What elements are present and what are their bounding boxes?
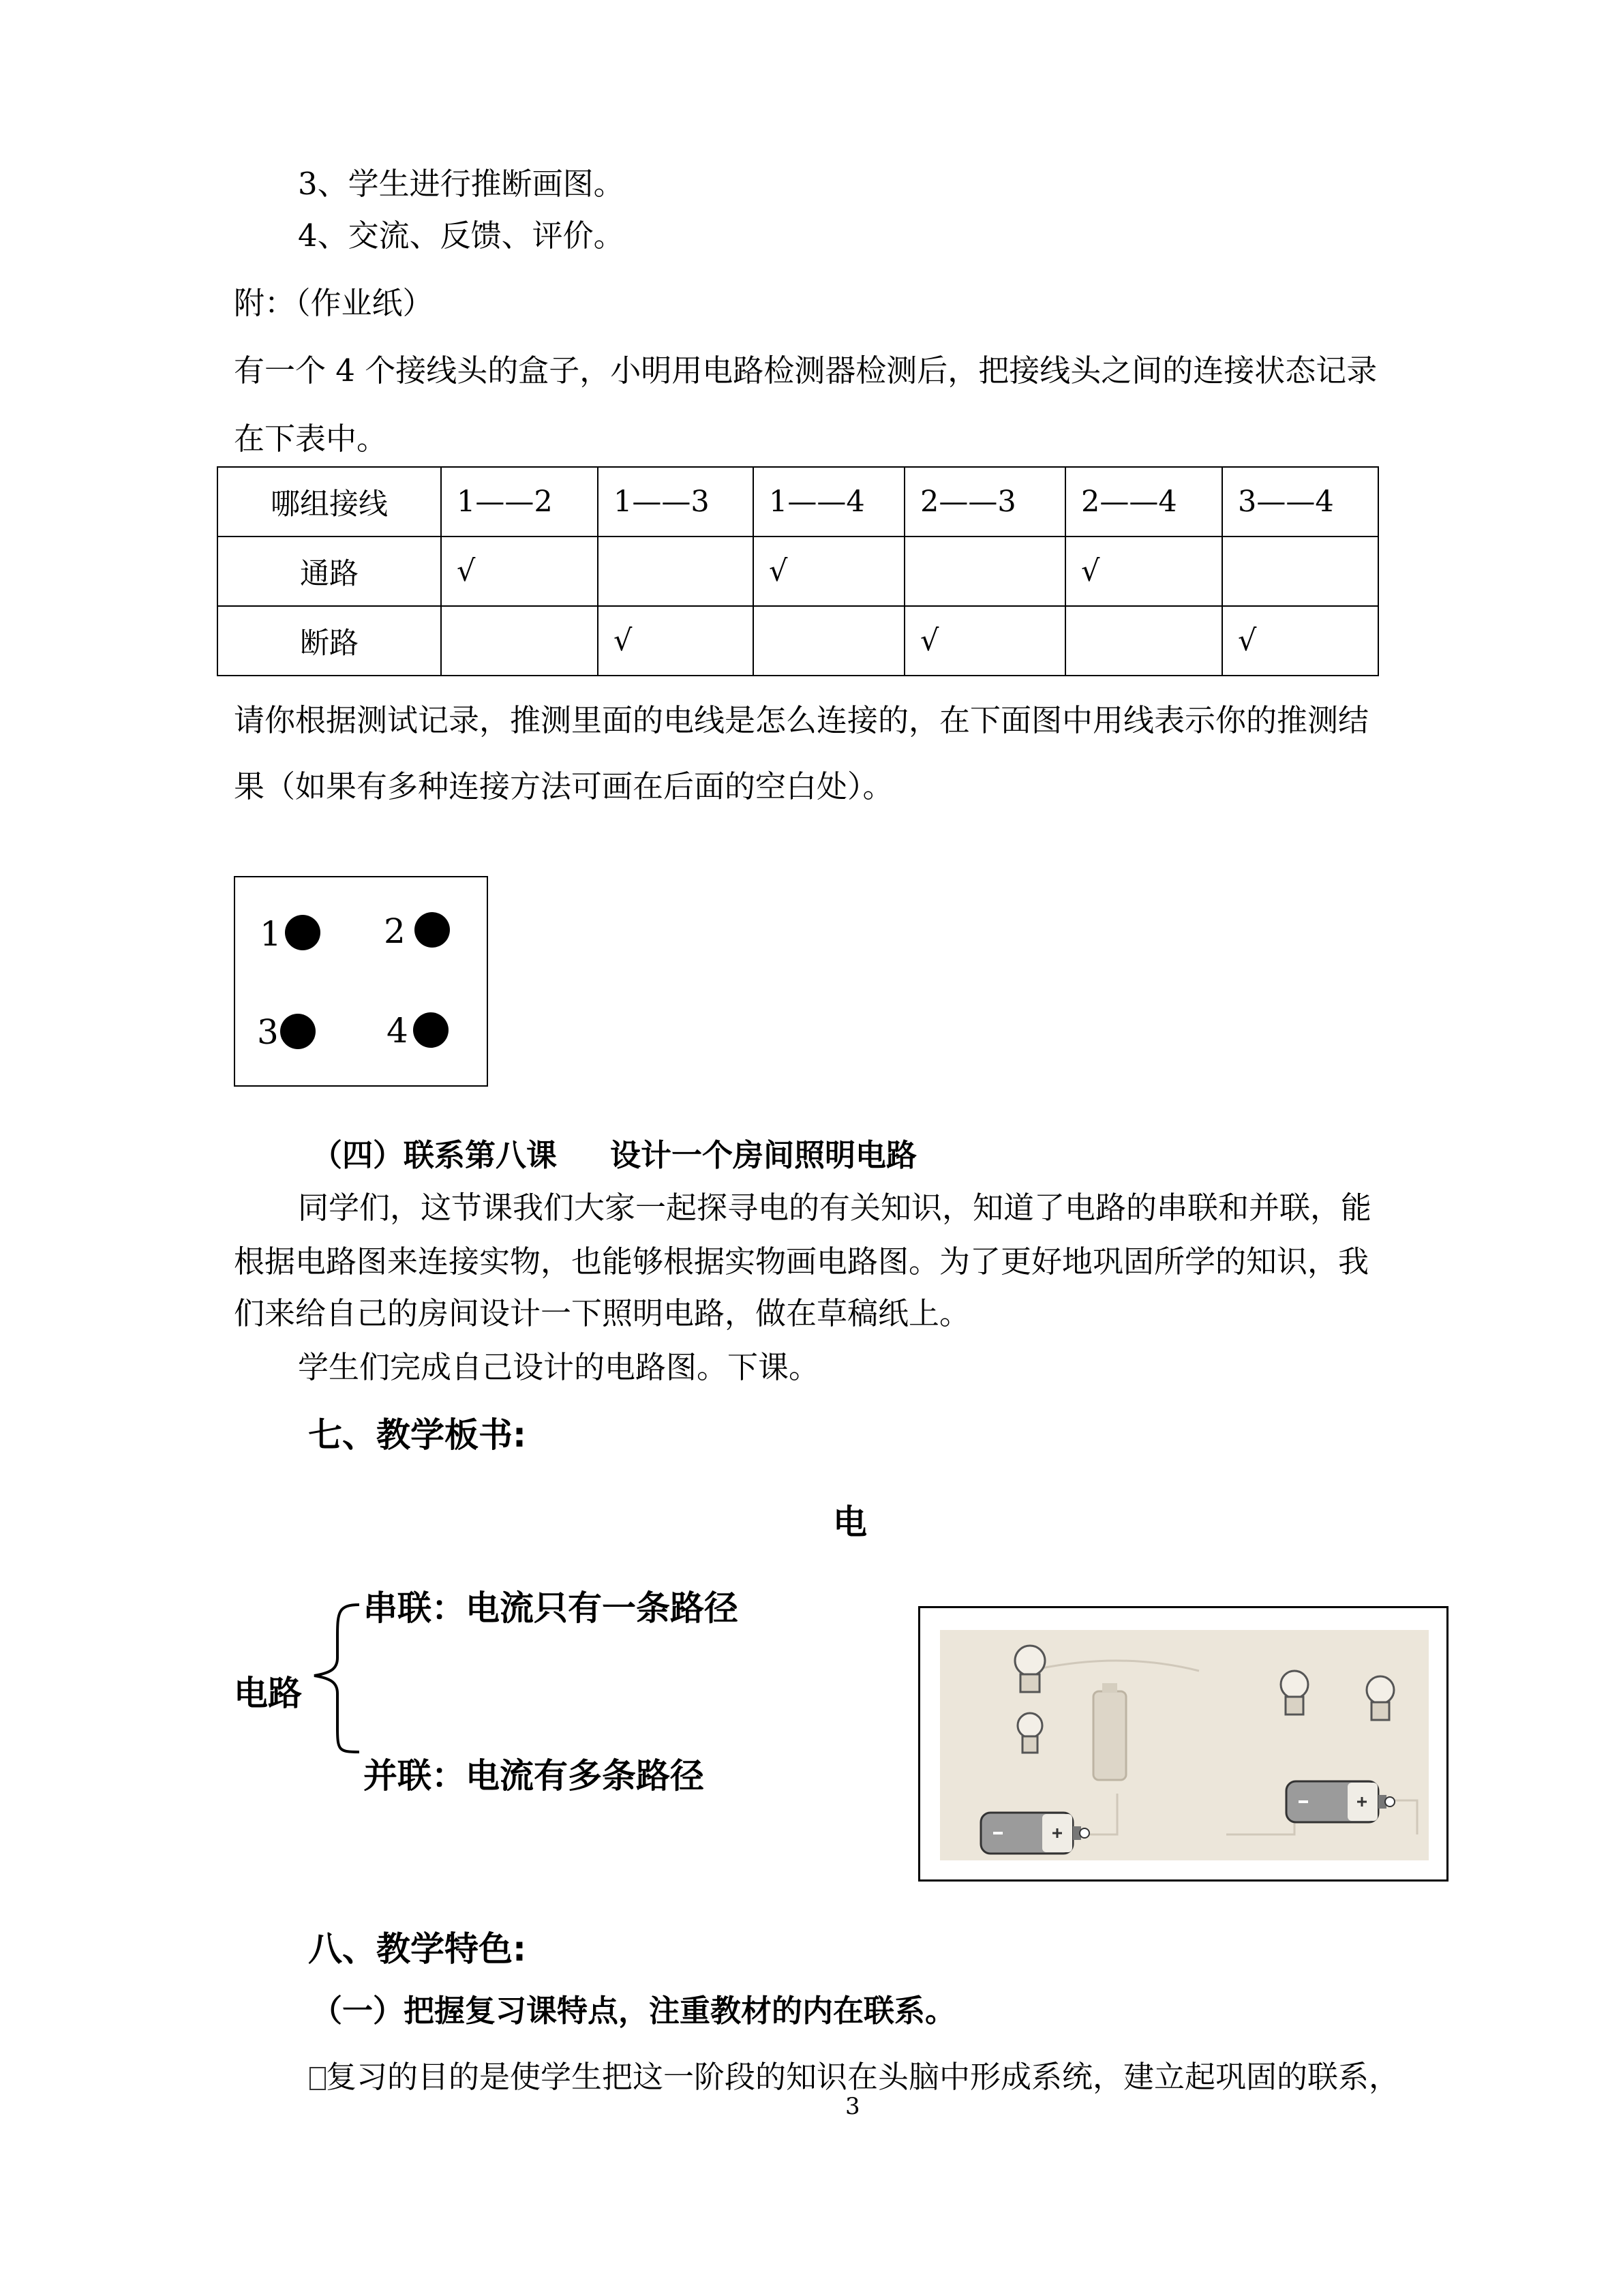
board-parallel: 并联：电流有多条路径 (363, 1756, 704, 1796)
bulb-icon (1281, 1671, 1308, 1715)
features-heading: 八、教学特色: (308, 1929, 526, 1969)
features-para: 复习的目的是使学生把这一阶段的知识在头脑中形成系统，建立起巩固的联系， (326, 2059, 1400, 2095)
circuit-photo (918, 1606, 1448, 1882)
section4-para-line-2: 根据电路图来连接实物，也能够根据实物画电路图。为了更好地巩固所学的知识，我 (234, 1243, 1369, 1280)
terminal-dot-4[interactable] (413, 1012, 449, 1048)
board-title: 电 (833, 1502, 867, 1542)
table-cell: √ (905, 606, 1065, 676)
board-brace (310, 1595, 365, 1759)
battery-center-faint (1093, 1683, 1126, 1780)
bulb-icon (1367, 1676, 1394, 1720)
table-header-label: 哪组接线 (217, 467, 441, 537)
connection-record-table (217, 466, 1379, 676)
battery-icon (981, 1813, 1089, 1854)
table-row-label: 断路 (217, 606, 441, 676)
section4-para-line-1: 同学们，这节课我们大家一起探寻电的有关知识，知道了电路的串联和并联，能 (298, 1190, 1372, 1226)
table-cell: √ (598, 606, 753, 676)
table-cell: √ (441, 537, 598, 606)
bulb-icon (1018, 1713, 1042, 1753)
battery-icon (1286, 1781, 1395, 1822)
task-question-line-1: 请你根据测试记录，推测里面的电线是怎么连接的，在下面图中用线表示你的推测结 (234, 702, 1369, 738)
table-cell (905, 537, 1065, 606)
terminal-box-diagram[interactable] (234, 876, 488, 1087)
table-column-header: 2——3 (905, 467, 1065, 537)
task-intro-line-1: 有一个 4 个接线头的盒子，小明用电路检测器检测后，把接线头之间的连接状态记录 (234, 352, 1378, 389)
task-question-line-2: 果（如果有多种连接方法可画在后面的空白处）。 (234, 768, 894, 804)
placeholder-box-icon (309, 2067, 326, 2090)
step-3: 3、学生进行推断画图。 (298, 166, 624, 202)
table-cell (598, 537, 753, 606)
table-cell: √ (753, 537, 905, 606)
table-cell: √ (1222, 606, 1378, 676)
table-header-row (217, 467, 1378, 537)
section4-closing: 学生们完成自己设计的电路图。下课。 (298, 1349, 820, 1385)
table-cell: √ (1065, 537, 1222, 606)
section4-heading-a: （四）联系第八课 (312, 1137, 558, 1173)
section4-heading-b: 设计一个房间照明电路 (610, 1137, 917, 1173)
table-cell (441, 606, 598, 676)
table-row-closed-circuit (217, 537, 1378, 606)
features-sub1: （一）把握复习课特点，注重教材的内在联系。 (312, 1993, 956, 2029)
terminal-dot-2[interactable] (414, 912, 450, 948)
table-row-open-circuit (217, 606, 1378, 676)
table-column-header: 1——2 (441, 467, 598, 537)
section4-para-line-3: 们来给自己的房间设计一下照明电路，做在草稿纸上。 (234, 1295, 971, 1331)
table-cell (1222, 537, 1378, 606)
table-row-label: 通路 (217, 537, 441, 606)
table-cell (753, 606, 905, 676)
table-column-header: 3——4 (1222, 467, 1378, 537)
circuit-components-illustration (940, 1630, 1429, 1860)
table-column-header: 2——4 (1065, 467, 1222, 537)
step-4: 4、交流、反馈、评价。 (298, 217, 624, 254)
terminal-label-3: 3 (257, 1012, 279, 1052)
table-column-header: 1——3 (598, 467, 753, 537)
terminal-label-1: 1 (260, 914, 282, 954)
bulb-icon (1015, 1646, 1045, 1692)
board-series: 串联：电流只有一条路径 (363, 1588, 738, 1628)
terminal-label-2: 2 (384, 911, 406, 951)
appendix-label: 附：（作业纸） (234, 285, 434, 321)
board-heading: 七、教学板书: (308, 1415, 526, 1455)
table-cell (1065, 606, 1222, 676)
circuit-photo-background (940, 1630, 1429, 1860)
table-column-header: 1——4 (753, 467, 905, 537)
terminal-dot-3[interactable] (280, 1014, 316, 1049)
terminal-label-4: 4 (386, 1011, 408, 1051)
task-intro-line-2: 在下表中。 (234, 421, 388, 457)
page-number: 3 (845, 2093, 860, 2120)
terminal-dot-1[interactable] (285, 915, 320, 950)
board-root-circuit: 电路 (234, 1674, 302, 1713)
